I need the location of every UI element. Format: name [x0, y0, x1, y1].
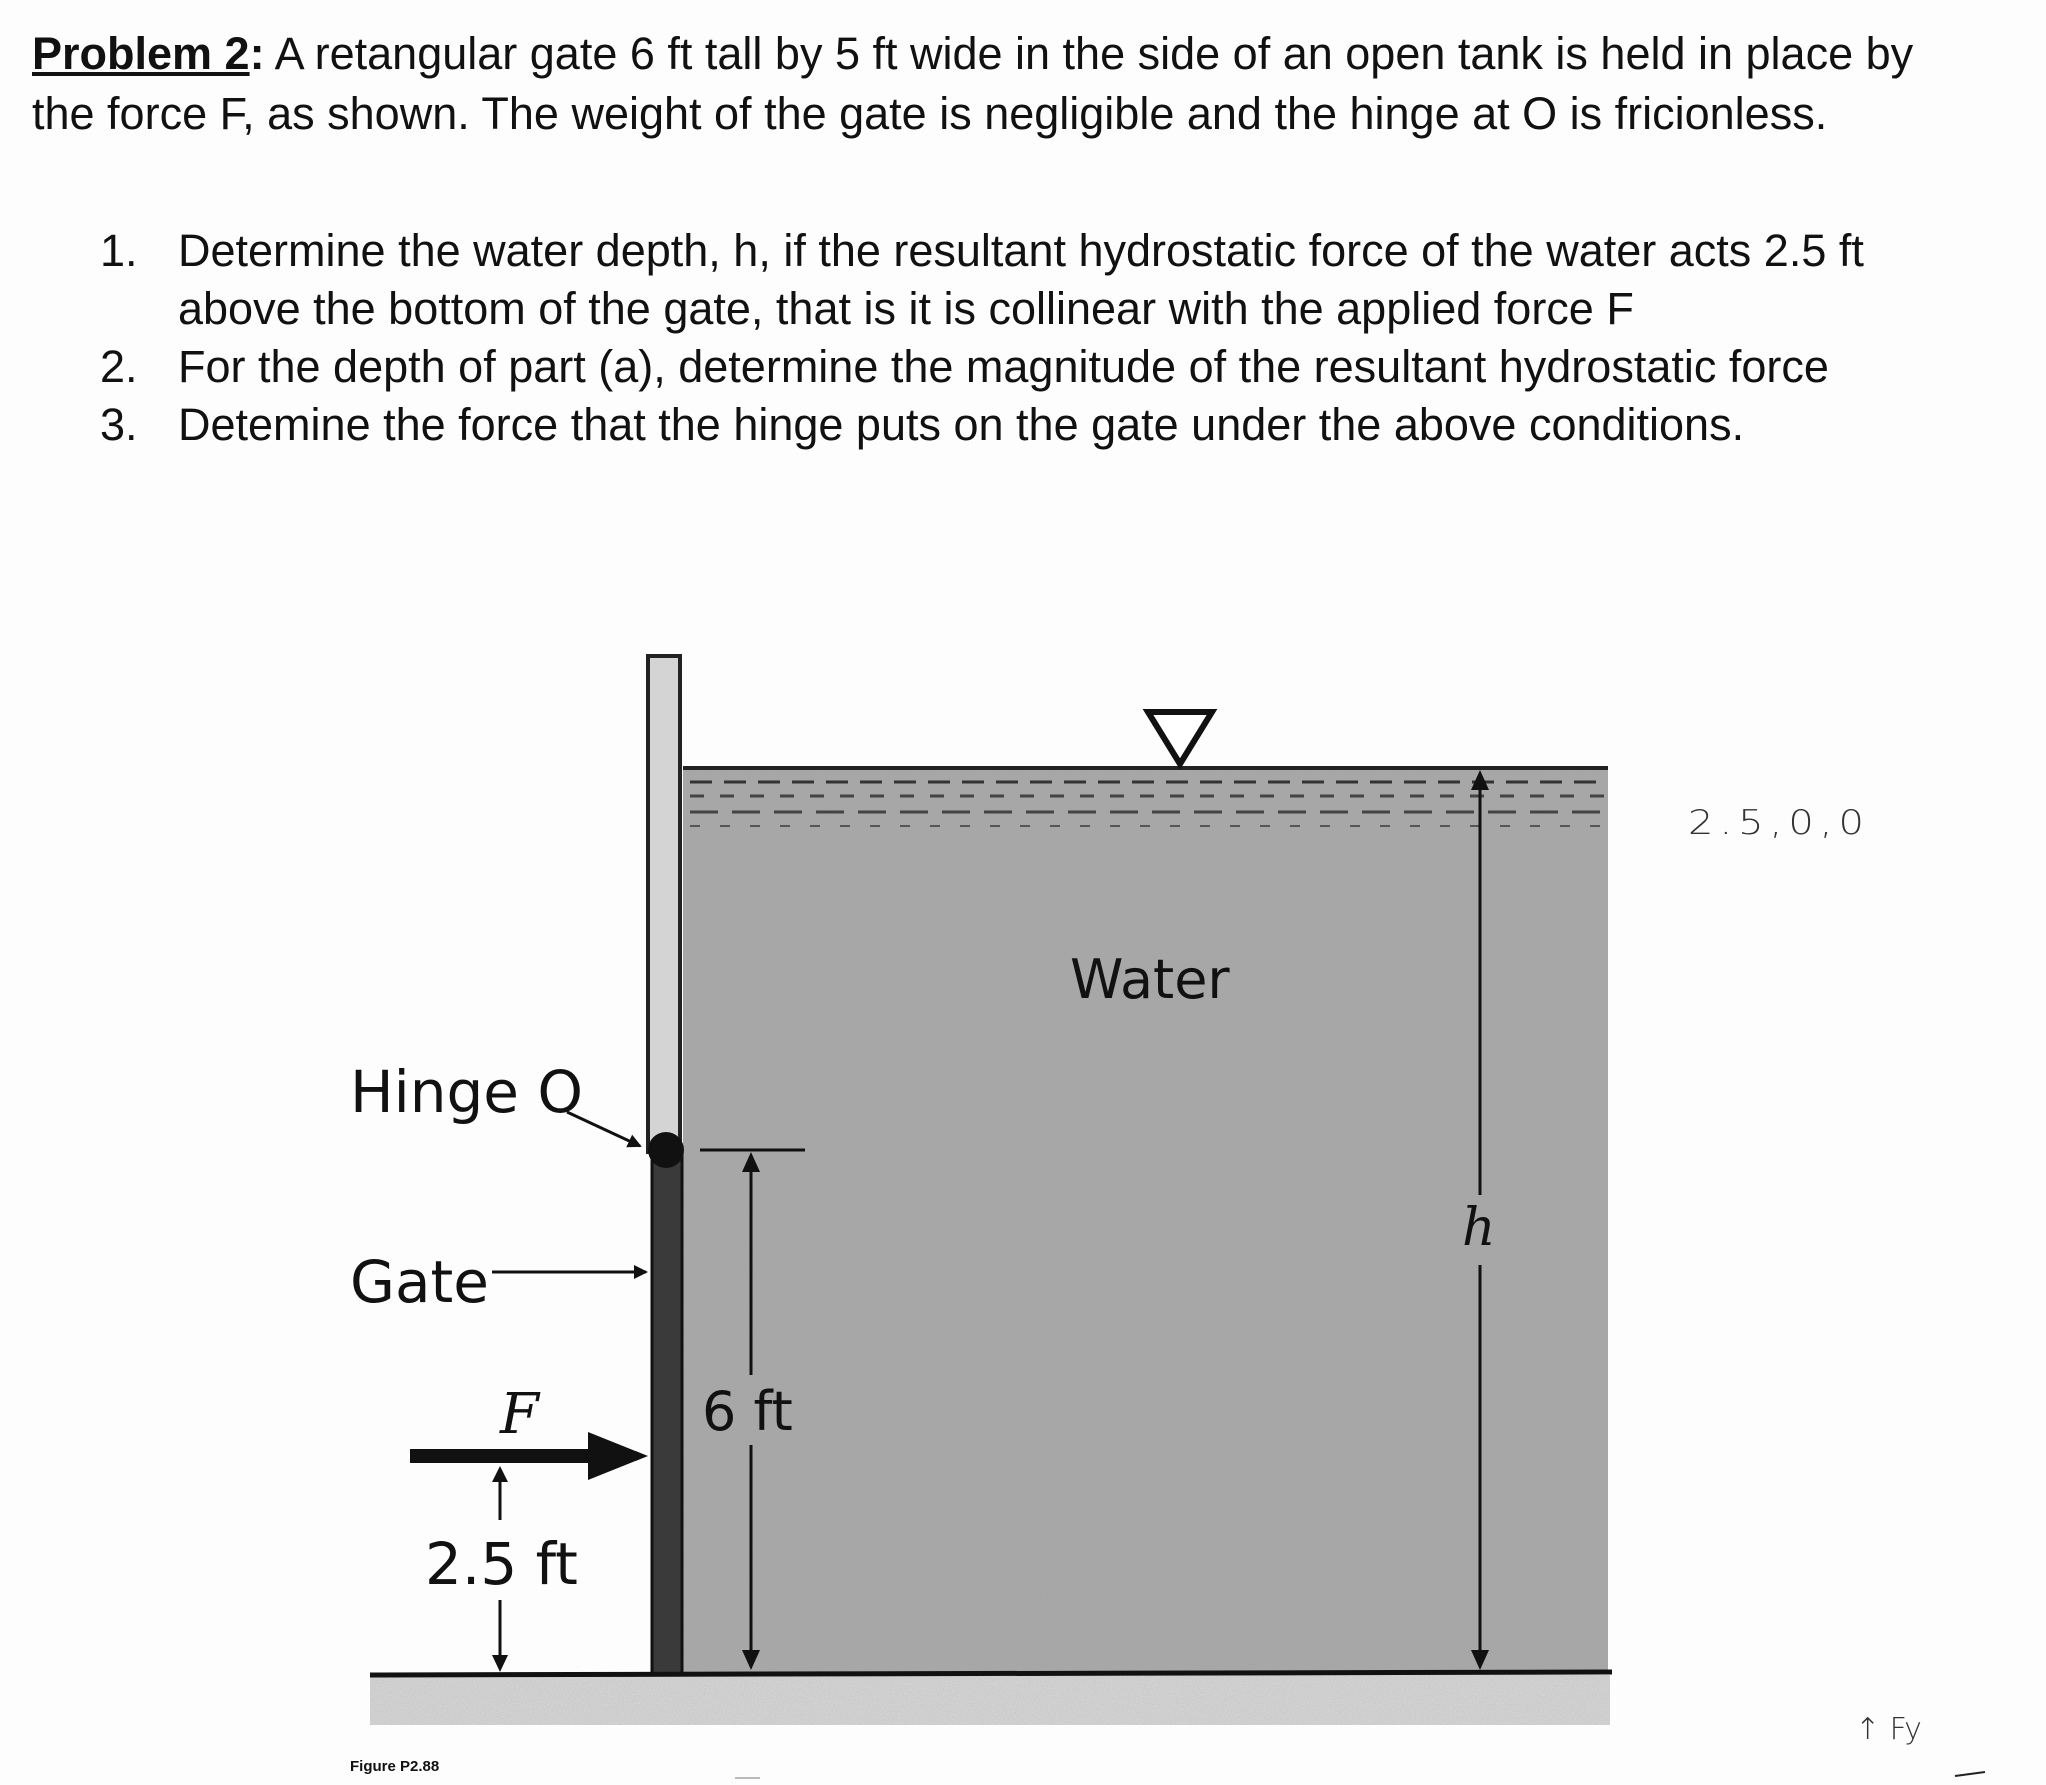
problem-label: Problem 2 — [32, 28, 250, 79]
force-arrow-head — [588, 1432, 648, 1480]
water-label: Water — [1070, 948, 1230, 1011]
dim-arrow-down-icon — [492, 1655, 508, 1672]
handwritten-coordinates: 2.5,0,0 — [1688, 803, 1870, 843]
hinge-label: Hinge O — [350, 1058, 584, 1126]
stray-mark — [1955, 1772, 1985, 1776]
ground-texture — [370, 1675, 1610, 1725]
depth-label: h — [1462, 1198, 1496, 1258]
tank-wall — [648, 656, 680, 1152]
handwritten-force-note: ↑ Fy — [1855, 1712, 1922, 1747]
gate-label: Gate — [350, 1248, 489, 1316]
figure-caption: Figure P2.88 — [350, 1758, 440, 1775]
force-height-label: 2.5 ft — [425, 1530, 578, 1598]
task-text: Detemine the force that the hinge puts on the gate under the above conditions. — [178, 399, 1745, 450]
problem-label-colon: : — [249, 28, 265, 79]
force-label: F — [500, 1382, 539, 1447]
ground-line — [370, 1672, 1612, 1675]
free-surface-icon — [1148, 712, 1212, 764]
task-text: For the depth of part (a), determine the magnitude of the resultant hydrostatic force — [178, 341, 1829, 392]
task-text: Determine the water depth, h, if the resultant hydrostatic force of the water acts 2.5 ft above the bottom of the gate, that is it is collinear with the applied force F — [178, 225, 1864, 334]
task-number: 1. — [100, 225, 138, 276]
dim-arrow-up-icon — [492, 1466, 508, 1482]
problem-text: A retangular gate 6 ft tall by 5 ft wide in the side of an open tank is held in place by the force F, as shown. The weight of the gate is negligible and the hinge at O is fricionless. — [32, 28, 1914, 139]
hinge-point — [648, 1132, 684, 1168]
task-number: 3. — [100, 399, 138, 450]
gate — [652, 1150, 682, 1675]
task-number: 2. — [100, 341, 138, 392]
gate-height-label: 6 ft — [702, 1380, 793, 1443]
